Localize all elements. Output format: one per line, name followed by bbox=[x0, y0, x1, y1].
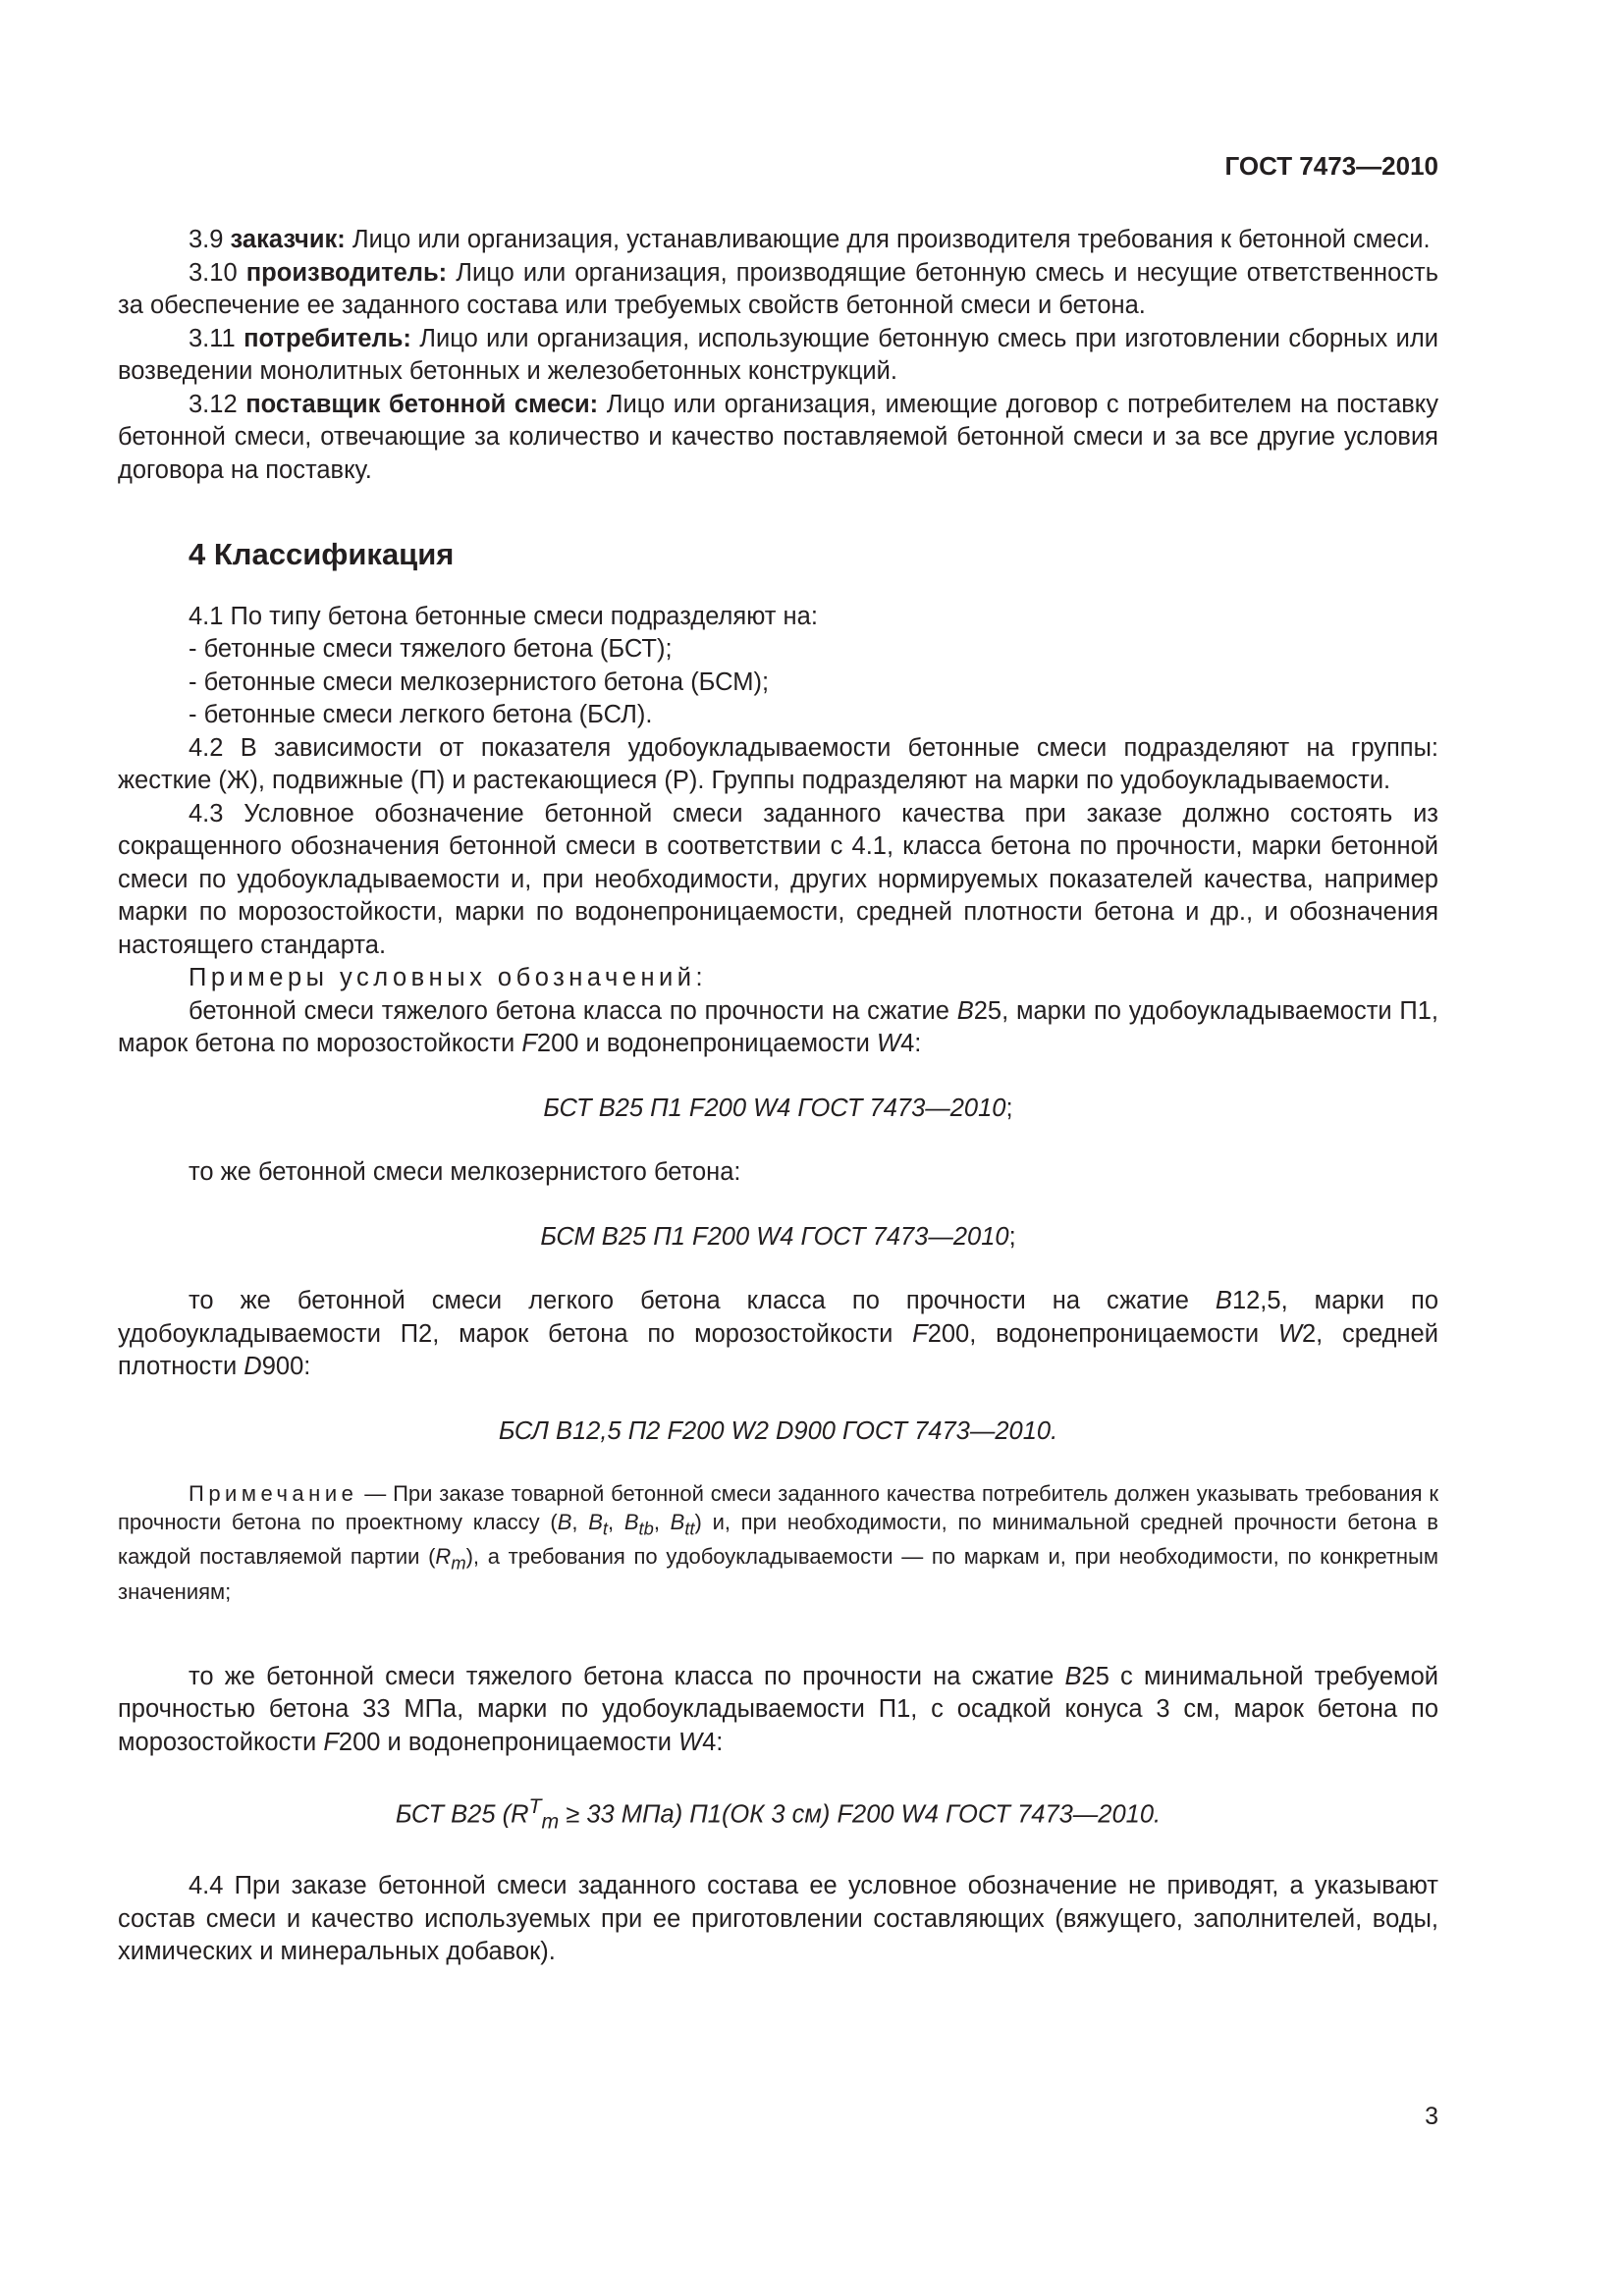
paragraph-4-1: 4.1 По типу бетона бетонные смеси подразделяют на: bbox=[189, 602, 818, 630]
term-3-11: 3.11 потребитель: Лицо или организация, использующие бетонную смесь при изготовлении сборных или возведении монолитных бетонных и железобетонных конструкций. bbox=[118, 324, 1438, 385]
term-3-9: 3.9 заказчик: Лицо или организация, устанавливающие для производителя требования к бетонной смеси. bbox=[189, 226, 1431, 253]
term-3-10: 3.10 производитель: Лицо или организация, производящие бетонную смесь и несущие ответственность за обеспечение ее заданного состава или требуемых свойств бетонной смеси и бетона. bbox=[118, 258, 1438, 319]
formula-1: БСТ В25 П1 F200 W4 ГОСТ 7473—2010; bbox=[543, 1094, 1013, 1122]
document-code-header: ГОСТ 7473—2010 bbox=[1224, 151, 1438, 181]
list-item: - бетонные смеси тяжелого бетона (БСТ); bbox=[189, 635, 673, 663]
example-3: то же бетонной смеси легкого бетона класса по прочности на сжатие B12,5, марки по удобоукладываемости П2, марок бетона по морозостойкости F200, водонепроницаемости W2, средней плотности D900: bbox=[118, 1287, 1438, 1380]
example-4: то же бетонной смеси тяжелого бетона класса по прочности на сжатие B25 с минимальной требуемой прочностью бетона 33 МПа, марки по удобоукладываемости П1, с осадкой конуса 3 см, марок бетона по морозостойкости F200 и водонепроницаемости W4: bbox=[118, 1662, 1438, 1756]
paragraph-4-2: 4.2 В зависимости от показателя удобоукладываемости бетонные смеси подразделяют на группы: жесткие (Ж), подвижные (П) и растекающиеся (Р). Группы подразделяют на марки по удобоукладываемости. bbox=[118, 733, 1438, 794]
term-3-12: 3.12 поставщик бетонной смеси: Лицо или организация, имеющие договор с потребителем на поставку бетонной смеси, отвечающие за количество и качество поставляемой бетонной смеси и за все другие условия договора на поставку. bbox=[118, 390, 1439, 484]
example-2: то же бетонной смеси мелкозернистого бетона: bbox=[189, 1158, 741, 1186]
paragraph-4-3: 4.3 Условное обозначение бетонной смеси заданного качества при заказе должно состоять из сокращенного обозначения бетонной смеси в соответствии с 4.1, класса бетона по прочности, марки бетонной смеси по удобоукладываемости и, при необходимости, других нормируемых показателей качества, например марки по морозостойкости, марки по водонепроницаемости, средней плотности бетона и др., и обозначения настоящего стандарта. bbox=[118, 799, 1438, 959]
formula-2: БСМ В25 П1 F200 W4 ГОСТ 7473—2010; bbox=[540, 1222, 1016, 1251]
formula-3: БСЛ В12,5 П2 F200 W2 D900 ГОСТ 7473—2010. bbox=[498, 1416, 1058, 1445]
paragraph-4-4: 4.4 При заказе бетонной смеси заданного состава ее условное обозначение не приводят, а указывают состав смеси и качество используемых при ее приготовлении составляющих (вяжущего, заполнителей, воды, химических и минеральных добавок). bbox=[118, 1872, 1438, 1966]
page-number: 3 bbox=[1425, 2103, 1438, 2130]
note: Примечание — При заказе товарной бетонной смеси заданного качества потребитель должен указывать требования к прочности бетона по проектному классу (B, $B_t$, $B_{tb}$, $B_{tt}$) и, при необходимости, по минимальной средней прочности бетона в каждой поставляемой партии $(R_m)$, а требования по удобоукладываемости — по маркам и, при необходимости, по конкретным значениям; bbox=[118, 1481, 1438, 1604]
section-heading: 4 Классификация bbox=[189, 537, 455, 571]
list-item: - бетонные смеси мелкозернистого бетона (БСМ); bbox=[189, 667, 770, 696]
list-item: - бетонные смеси легкого бетона (БСЛ). bbox=[189, 701, 653, 728]
example-1: бетонной смеси тяжелого бетона класса по прочности на сжатие B25, марки по удобоукладываемости П1, марок бетона по морозостойкости F200 и водонепроницаемости W4: bbox=[118, 996, 1438, 1057]
document-body bbox=[118, 224, 1438, 1969]
formula-4: БСТ В25 ($R^T_m \ge 33$ МПа) П1(ОК 3 см) F200 W4 ГОСТ 7473—2010. bbox=[395, 1794, 1162, 1834]
examples-label: Примеры условных обозначений: bbox=[189, 964, 708, 991]
